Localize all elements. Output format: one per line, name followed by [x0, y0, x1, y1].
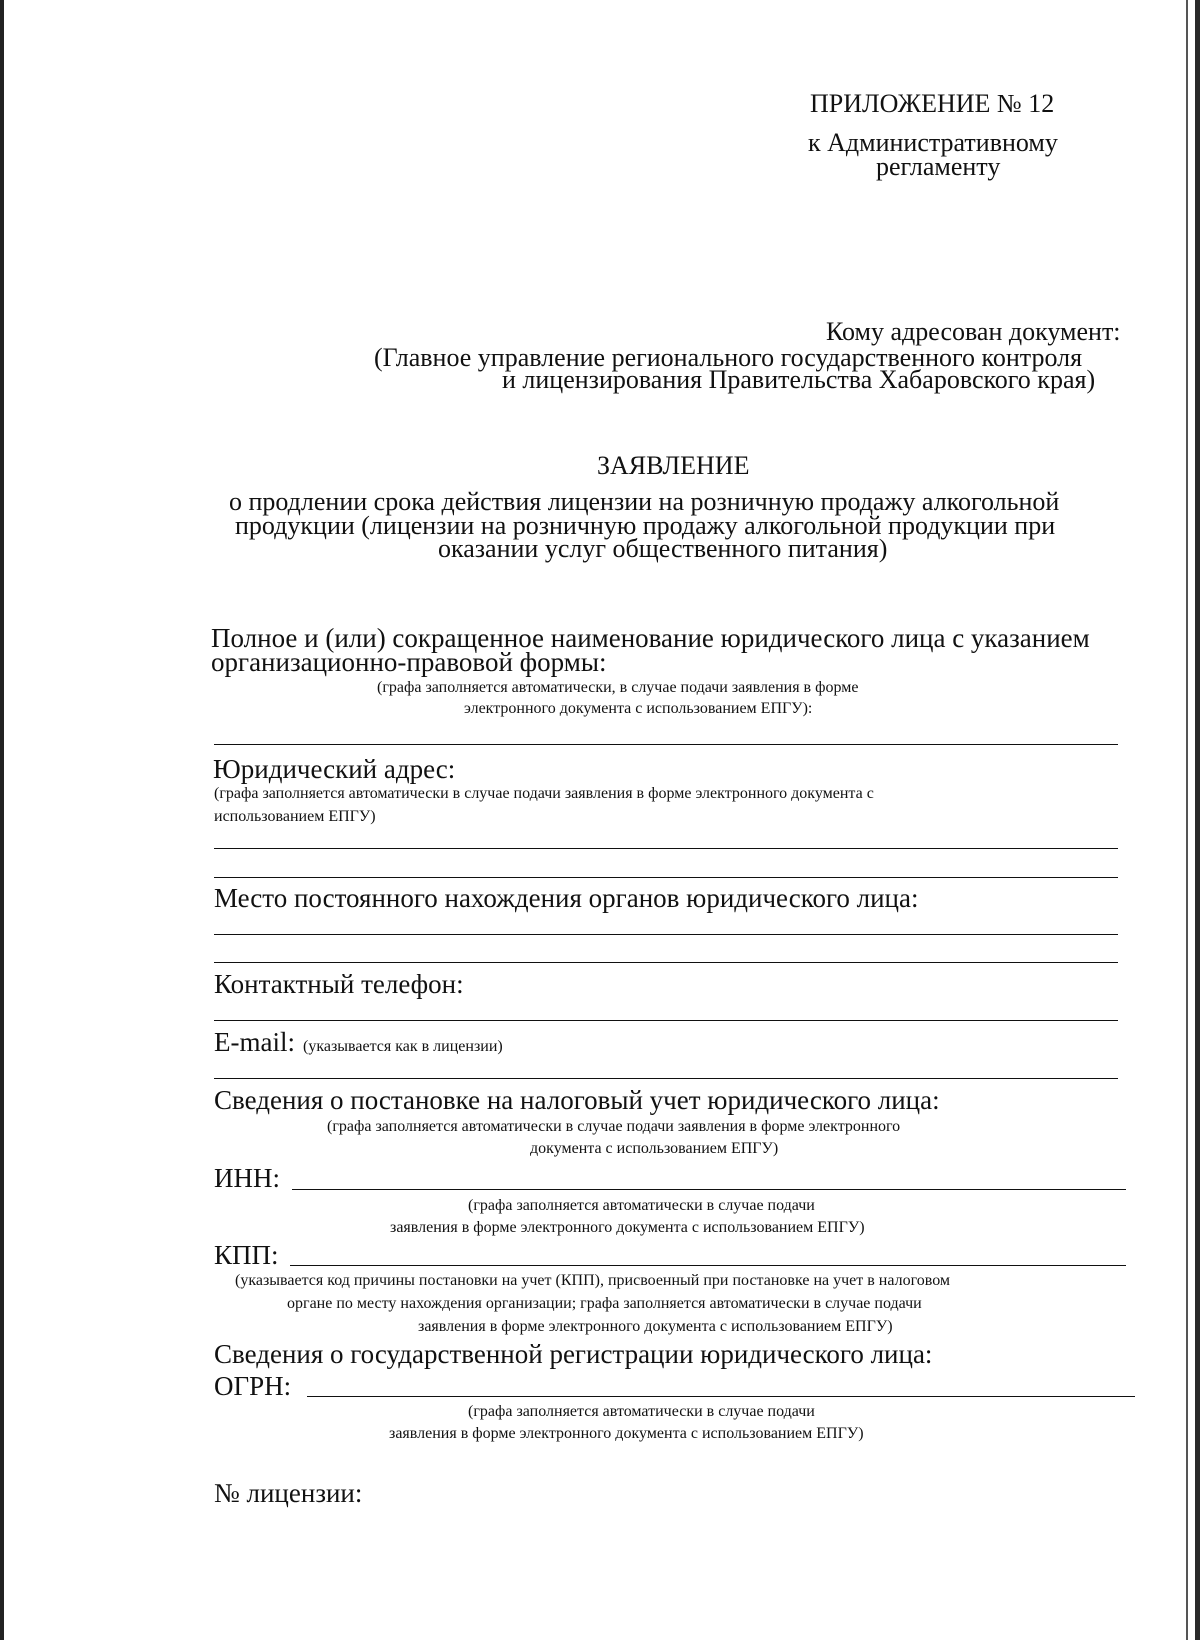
email-label: E-mail:	[214, 1027, 295, 1057]
email-row	[214, 1027, 503, 1057]
kpp-input-line[interactable]	[290, 1265, 1126, 1266]
email-note: (указывается как в лицензии)	[302, 1038, 503, 1055]
name-label-line1: Полное и (или) сокращенное наименование юридического лица с указанием	[211, 623, 1090, 653]
addressee-line2: и лицензирования Правительства Хабаровского края)	[502, 365, 1096, 394]
name-label-line2: организационно-правовой формы:	[211, 647, 607, 677]
kpp-label: КПП:	[214, 1240, 279, 1270]
inn-note-line2: заявления в форме электронного документа с использованием ЕПГУ)	[390, 1219, 865, 1236]
addressee-line1: (Главное управление регионального государственного контроля	[374, 343, 1083, 372]
address-note-line2: использованием ЕПГУ)	[214, 808, 376, 825]
phone-input-line[interactable]	[214, 1020, 1118, 1021]
tax-note-line2: документа с использованием ЕПГУ)	[530, 1140, 779, 1157]
location-label: Место постоянного нахождения органов юридического лица:	[214, 883, 919, 913]
appendix-line2: регламенту	[876, 152, 1001, 181]
license-label: № лицензии:	[214, 1478, 363, 1508]
address-label: Юридический адрес:	[213, 754, 456, 784]
name-note-line2: электронного документа с использованием ЕПГУ):	[464, 700, 813, 717]
address-note-line1: (графа заполняется автоматически в случае подачи заявления в форме электронного документа с	[214, 785, 874, 802]
ogrn-input-line[interactable]	[307, 1396, 1135, 1397]
inn-label: ИНН:	[214, 1163, 280, 1193]
address-input-line1[interactable]	[214, 848, 1118, 849]
inn-input-line[interactable]	[292, 1189, 1126, 1190]
location-input-line2[interactable]	[214, 962, 1118, 963]
tax-label: Сведения о постановке на налоговый учет юридического лица:	[214, 1085, 940, 1115]
name-note-line1: (графа заполняется автоматически, в случае подачи заявления в форме	[377, 679, 859, 696]
phone-label: Контактный телефон:	[214, 969, 464, 999]
appendix-title: ПРИЛОЖЕНИЕ № 12	[810, 89, 1055, 118]
ogrn-note-line1: (графа заполняется автоматически в случае подачи	[468, 1403, 815, 1420]
statement-line1: о продлении срока действия лицензии на розничную продажу алкогольной	[229, 487, 1060, 516]
name-input-line[interactable]	[214, 744, 1118, 745]
ogrn-note-line2: заявления в форме электронного документа с использованием ЕПГУ)	[389, 1425, 864, 1442]
address-input-line2[interactable]	[214, 877, 1118, 878]
kpp-note-line1: (указывается код причины постановки на учет (КПП), присвоенный при постановке на учет в налоговом	[235, 1272, 951, 1289]
kpp-note-line2: органе по месту нахождения организации; графа заполняется автоматически в случае подачи	[287, 1295, 922, 1312]
ogrn-label: ОГРН:	[214, 1371, 292, 1401]
location-input-line1[interactable]	[214, 934, 1118, 935]
statement-line3: оказании услуг общественного питания)	[438, 534, 888, 563]
statement-title: ЗАЯВЛЕНИЕ	[597, 451, 750, 480]
statement-line2: продукции (лицензии на розничную продажу алкогольной продукции при	[235, 511, 1056, 540]
addressee-label: Кому адресован документ:	[826, 317, 1121, 346]
reg-label: Сведения о государственной регистрации юридического лица:	[214, 1339, 933, 1369]
scan-edge-right	[1195, 0, 1200, 1640]
kpp-note-line3: заявления в форме электронного документа с использованием ЕПГУ)	[418, 1318, 893, 1335]
email-input-line[interactable]	[214, 1078, 1118, 1079]
appendix-line1: к Административному	[808, 128, 1058, 157]
scan-edge-right-inner	[1186, 0, 1188, 1640]
scan-edge-left	[0, 0, 4, 1640]
inn-note-line1: (графа заполняется автоматически в случае подачи	[468, 1197, 815, 1214]
tax-note-line1: (графа заполняется автоматически в случае подачи заявления в форме электронного	[327, 1118, 901, 1135]
